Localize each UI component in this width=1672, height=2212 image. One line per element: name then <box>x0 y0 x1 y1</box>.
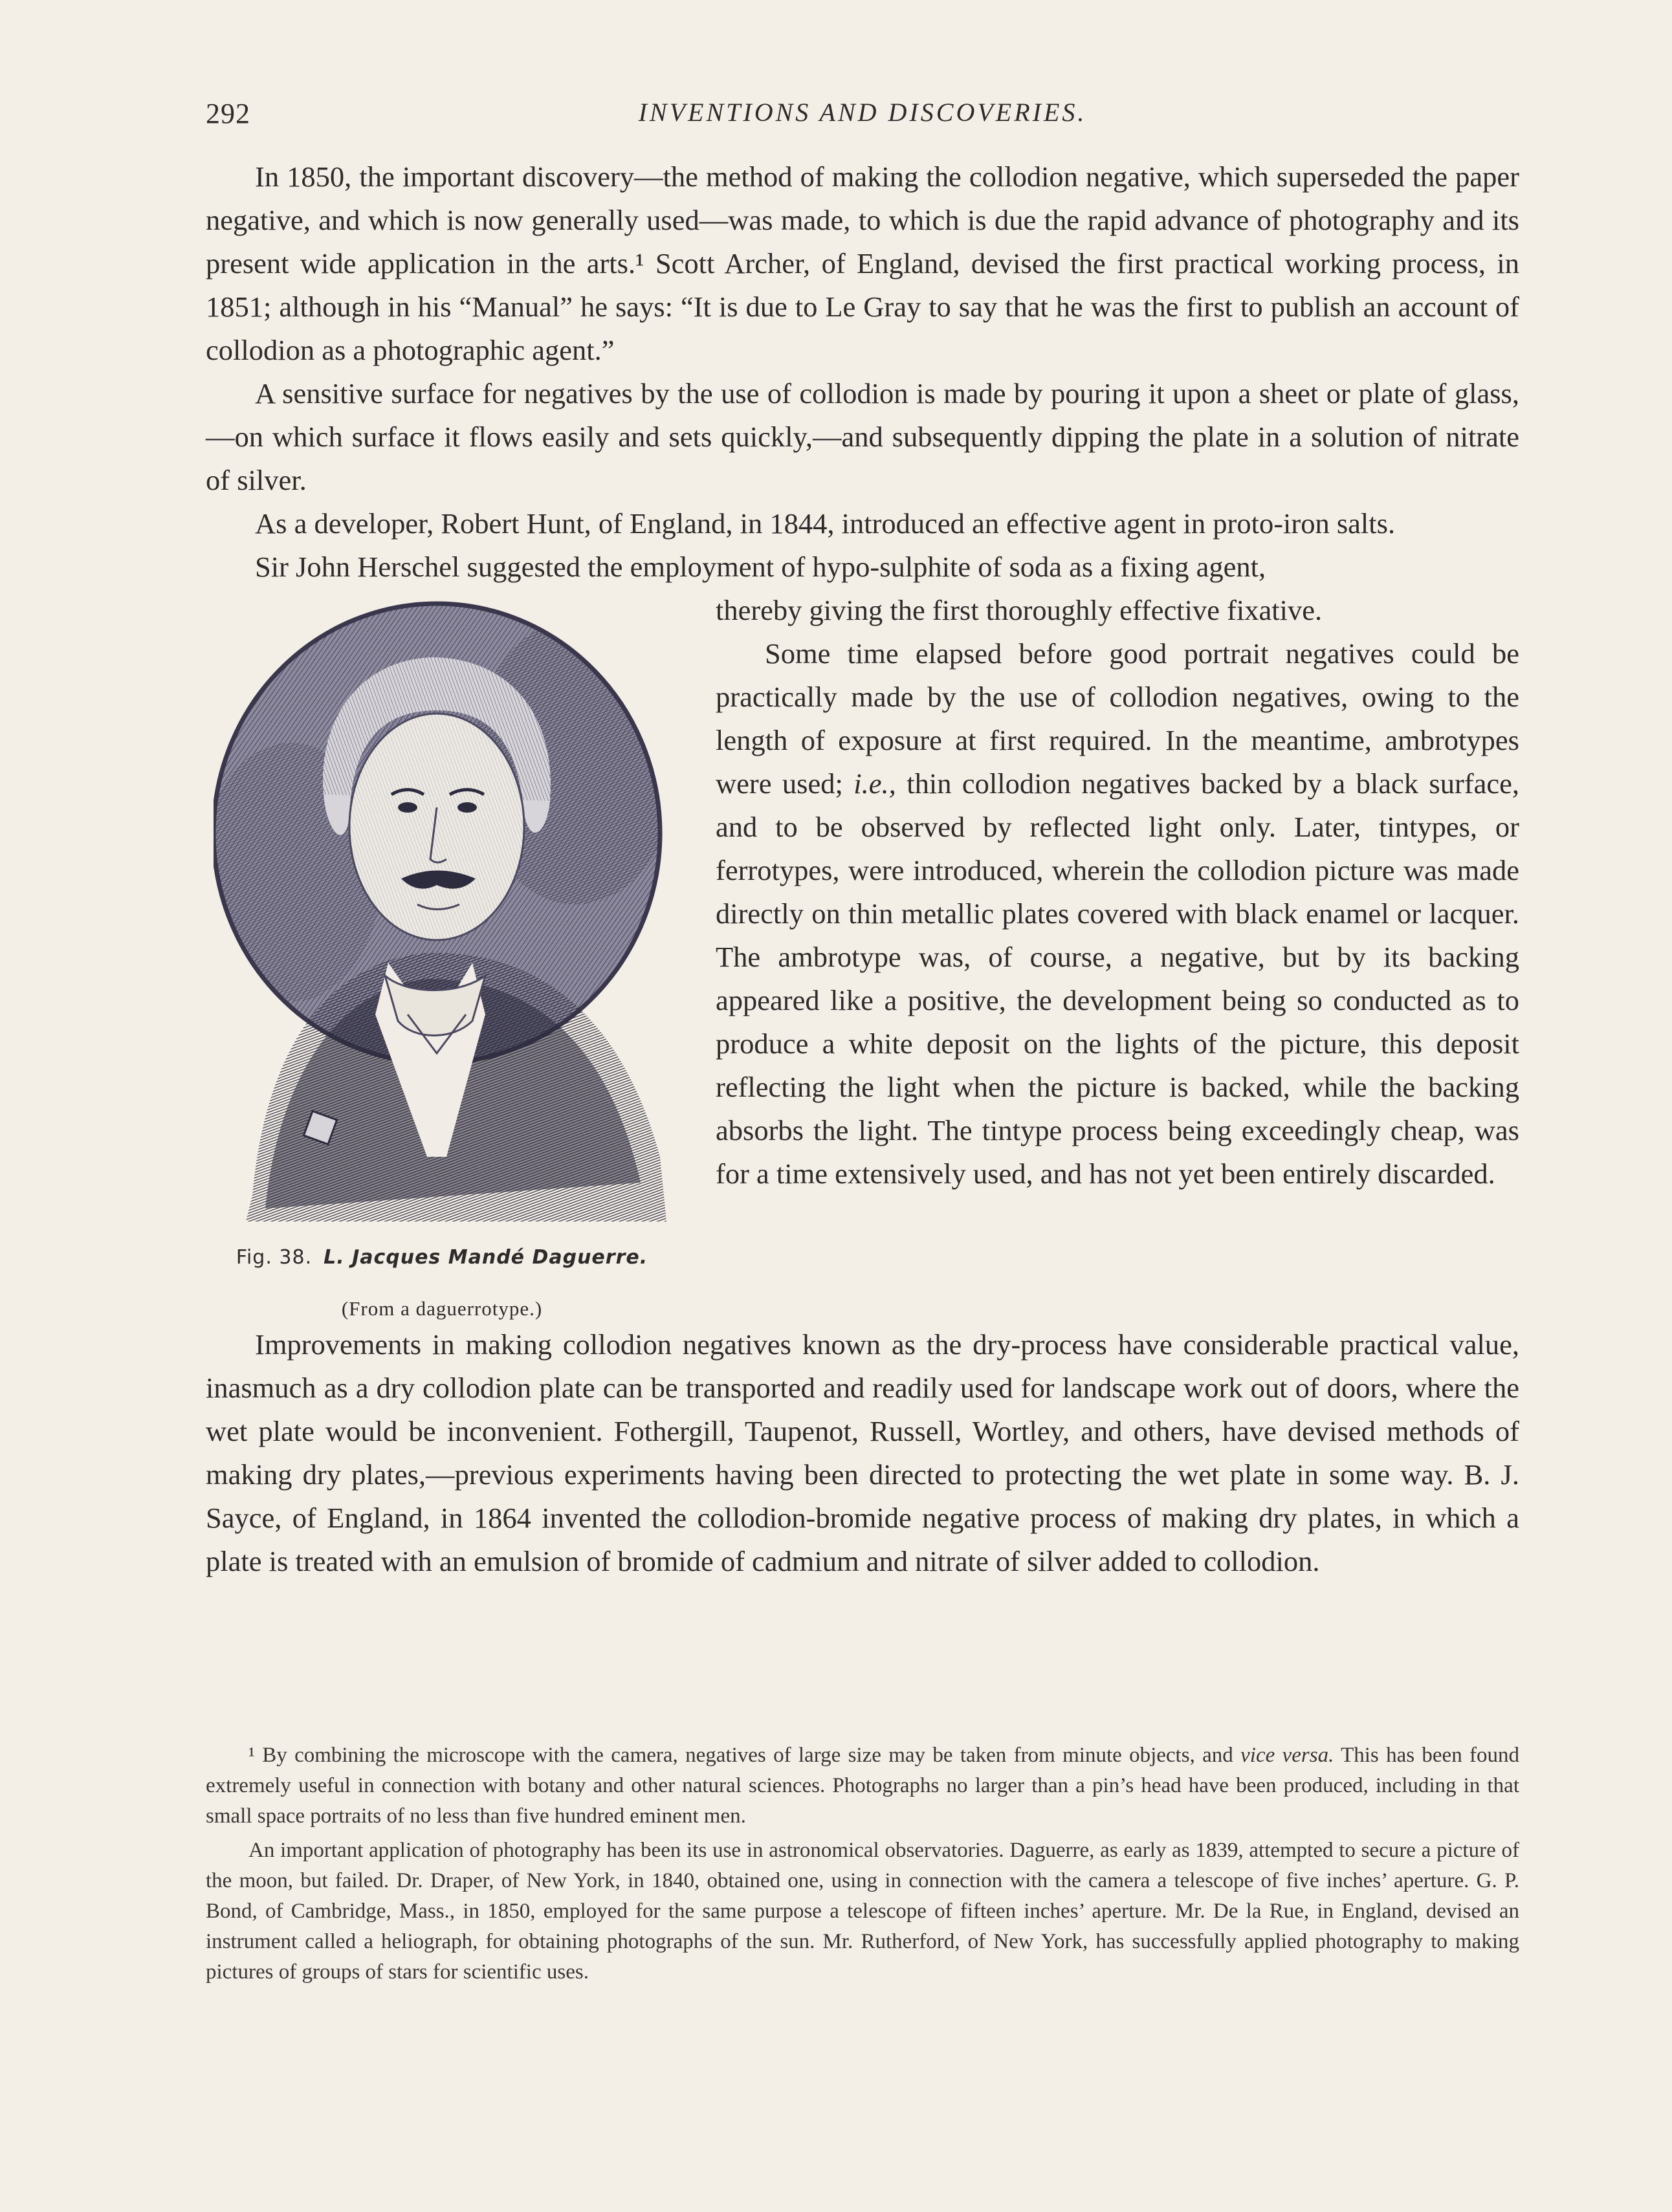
footnote-astronomy: An important application of photography has been its use in astronomical observatories. Daguerre, as early as 1839, attempted to secure a picture of the moon, but failed. Dr. Draper, of New York, in 1840, obtained one, using in connection with the camera a telescope of five inches’ aperture. G. P. Bond, of Cambridge, Mass., in 1850, employed for the same purpose a telescope of fifteen inches’ aperture. Mr. De la Rue, in England, devised an instrument called a heliograph, for obtaining photographs of the sun. Mr. Rutherford, of New York, has successfully applied photography to making pictures of groups of stars for scientific uses. <box>206 1839 1519 1984</box>
paragraph-sensitive-surface: A sensitive surface for negatives by the use of collodion is made by pouring it upon a sheet or plate of glass,—on which surface it flows easily and sets quickly,—and subsequently dipping the plate in a solution of nitrate of silver. <box>206 377 1519 496</box>
footnote-1-before: ¹ By combining the microscope with the camera, negatives of large size may be taken from minute objects, and <box>248 1744 1233 1767</box>
running-title: INVENTIONS AND DISCOVERIES. <box>638 98 1087 127</box>
footnote-1-italic: vice versa. <box>1240 1744 1334 1767</box>
footnote-1-after: This has been found extremely useful in connection with botany and other natural sciences. Photographs no larger than a pin’s head have been produced, including in that small space portraits of no less than five hundred eminent men. <box>206 1744 1520 1828</box>
body-text <box>206 155 1519 1583</box>
figure-source: (From a daguerrotype.) <box>341 1297 543 1320</box>
running-header <box>206 97 1519 136</box>
paragraph-developer: As a developer, Robert Hunt, of England, in 1844, introduced an effective agent in proto-iron salts. <box>255 507 1396 540</box>
daguerre-portrait-engraving <box>214 600 679 1221</box>
footnotes <box>206 1740 1519 1991</box>
paragraph-herschel-lead: Sir John Herschel suggested the employment of hypo-sulphite of soda as a fixing agent, <box>255 551 1266 583</box>
ambrotypes-text-after: thin collodion negatives backed by a black surface, and to be observed by reflected light only. Later, tintypes, or ferrotypes, were introduced, wherein the collodion picture was made directly on thin metallic plates covered with black enamel or lacquer. The ambrotype was, of course, a negative, but by its backing appeared like a positive, the development being so conducted as to produce a white deposit on the lights of the picture, this deposit reflecting the light when the picture is backed, while the backing absorbs the light. The tintype process being exceedingly cheap, was for a time extensively used, and has not yet been entirely discarded. <box>716 767 1519 1190</box>
footnote-1 <box>206 1740 1519 1832</box>
ambrotypes-text-before: Some time elapsed before good portrait negatives could be practically made by the use of collodion negatives, owing to the length of exposure at first required. In the meantime, ambrotypes were used; <box>716 637 1519 800</box>
figure-caption <box>206 1236 678 1330</box>
paragraph-dry-process: Improvements in making collodion negatives known as the dry-process have considerable practical value, inasmuch as a dry collodion plate can be transported and readily used for landscape work out of doors, where the wet plate would be inconvenient. Fothergill, Taupenot, Russell, Wortley, and others, have devised methods of making dry plates,—previous experiments having been directed to protecting the wet plate in some way. B. J. Sayce, of England, in 1864 invented the collodion-bromide negative process of making dry plates, in which a plate is treated with an emulsion of bromide of cadmium and nitrate of silver added to collodion. <box>206 1328 1519 1577</box>
paragraph-herschel-continued: thereby giving the first thoroughly effective fixative. <box>716 594 1323 626</box>
figure-subject-name: L. Jacques Mandé Daguerre. <box>324 1246 648 1269</box>
paragraph-collodion-discovery: In 1850, the important discovery—the method of making the collodion negative, which superseded the paper negative, and which is now generally used—was made, to which is due the rapid advance of photography and its present wide application in the arts.¹ Scott Archer, of England, devised the first practical working process, in 1851; although in his “Manual” he says: “It is due to Le Gray to say that he was the first to publish an account of collodion as a photographic agent.” <box>206 160 1519 366</box>
page-number: 292 <box>206 98 250 129</box>
figure-number: Fig. 38. <box>236 1246 313 1269</box>
ambrotypes-ie: i.e., <box>853 767 896 800</box>
caption-title <box>206 1236 678 1279</box>
figure-daguerre <box>206 589 678 1323</box>
